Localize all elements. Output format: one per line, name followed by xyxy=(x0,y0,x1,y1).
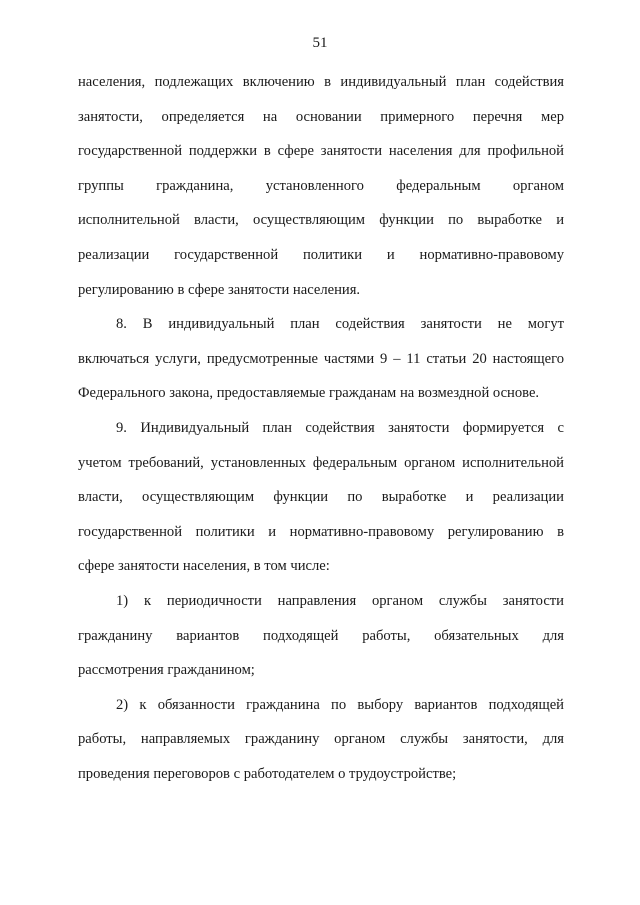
text-line: работы, направляемых гражданину органом службы занятости, для xyxy=(78,731,564,748)
paragraph-2 xyxy=(78,313,564,417)
text-line: 1) к периодичности направления органом службы занятости xyxy=(116,592,564,609)
text-line: учетом требований, установленных федеральным органом исполнительной xyxy=(78,454,564,471)
text-line: сфере занятости населения, в том числе: xyxy=(78,558,330,575)
text-line: исполнительной власти, осуществляющим функции по выработке и xyxy=(78,212,564,229)
text-line: занятости, определяется на основании примерного перечня мер xyxy=(78,108,564,125)
paragraph-3 xyxy=(78,417,564,590)
page-number: 51 xyxy=(312,35,328,51)
text-line: государственной политики и нормативно-правовому регулированию в xyxy=(78,523,564,540)
text-line: населения, подлежащих включению в индивидуальный план содействия xyxy=(78,74,564,90)
text-line: 9. Индивидуальный план содействия занятости формируется с xyxy=(116,419,564,436)
text-line: гражданину вариантов подходящей работы, обязательных для xyxy=(78,627,564,644)
paragraph-5 xyxy=(78,694,564,798)
text-line: Федерального закона, предоставляемые гражданам на возмездной основе. xyxy=(78,385,540,402)
document-body xyxy=(78,71,564,797)
text-line: власти, осуществляющим функции по выработке и реализации xyxy=(78,489,564,506)
text-line: группы гражданина, установленного федеральным органом xyxy=(78,177,564,194)
text-line: проведения переговоров с работодателем о трудоустройстве; xyxy=(78,765,457,782)
text-line: государственной поддержки в сфере занятости населения для профильной xyxy=(78,143,564,160)
text-line: регулированию в сфере занятости населения. xyxy=(78,281,361,298)
text-line: реализации государственной политики и нормативно-правовому xyxy=(78,246,564,263)
paragraph-1 xyxy=(78,71,564,313)
paragraph-4 xyxy=(78,590,564,694)
text-line: рассмотрения гражданином; xyxy=(78,662,255,679)
text-line: включаться услуги, предусмотренные частями 9 – 11 статьи 20 настоящего xyxy=(78,350,564,367)
text-line: 8. В индивидуальный план содействия занятости не могут xyxy=(116,316,564,333)
text-line: 2) к обязанности гражданина по выбору вариантов подходящей xyxy=(116,696,564,713)
